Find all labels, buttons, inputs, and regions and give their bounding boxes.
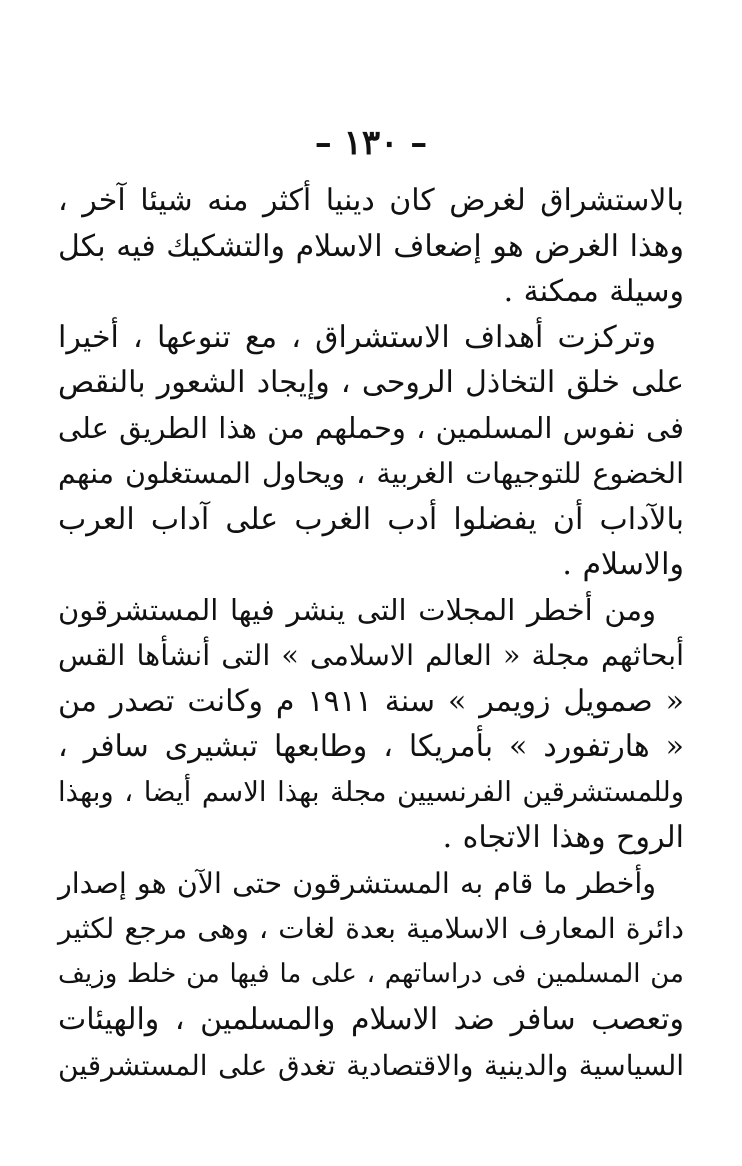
paragraph-3	[58, 588, 684, 861]
text-line: وللمستشرقين الفرنسيين مجلة بهذا الاسم أيضا ، وبهذا	[58, 775, 684, 808]
text-line: وأخطر ما قام به المستشرقون حتى الآن هو إصدار	[58, 866, 656, 900]
text-line: أبحاثهم مجلة « العالم الاسلامى » التى أنشأها القس	[58, 639, 684, 672]
text-line: بالاستشراق لغرض كان دينيا أكثر منه شيئا آخر ،	[58, 183, 684, 218]
text-line: الخضوع للتوجيهات الغربية ، ويحاول المستغلون منهم	[58, 457, 684, 490]
text-line: وتعصب سافر ضد الاسلام والمسلمين ، والهيئات	[58, 1002, 684, 1037]
text-line: « هارتفورد » بأمريكا ، وطابعها تبشيرى سافر ،	[58, 729, 684, 764]
text-line: من المسلمين فى دراساتهم ، على ما فيها من خلط وزيف	[58, 958, 684, 989]
text-line: بالآداب أن يفضلوا أدب الغرب على آداب العرب	[58, 501, 684, 537]
text-line: وتركزت أهداف الاستشراق ، مع تنوعها ، أخيرا	[58, 319, 656, 355]
text-line: السياسية والدينية والاقتصادية تغدق على المستشرقين	[58, 1048, 684, 1082]
paragraph-4	[58, 861, 684, 1089]
text-line: وهذا الغرض هو إضعاف الاسلام والتشكيك فيه بكل	[58, 228, 684, 264]
paragraph-2	[58, 315, 684, 588]
text-line: وسيلة ممكنة .	[503, 274, 684, 309]
text-line: على خلق التخاذل الروحى ، وإيجاد الشعور بالنقص	[58, 365, 684, 400]
text-line: ومن أخطر المجلات التى ينشر فيها المستشرقون	[58, 592, 656, 627]
text-line: والاسلام .	[562, 547, 684, 582]
page-number: – ١٣٠ –	[314, 123, 428, 163]
text-line: « صمويل زويمر » سنة ١٩١١ م وكانت تصدر من	[58, 683, 684, 719]
text-line: دائرة المعارف الاسلامية بعدة لغات ، وهى مرجع لكثير	[58, 912, 684, 945]
text-line: فى نفوس المسلمين ، وحملهم من هذا الطريق على	[57, 410, 684, 445]
paragraph-1	[58, 178, 684, 315]
text-line: الروح وهذا الاتجاه .	[442, 820, 684, 855]
